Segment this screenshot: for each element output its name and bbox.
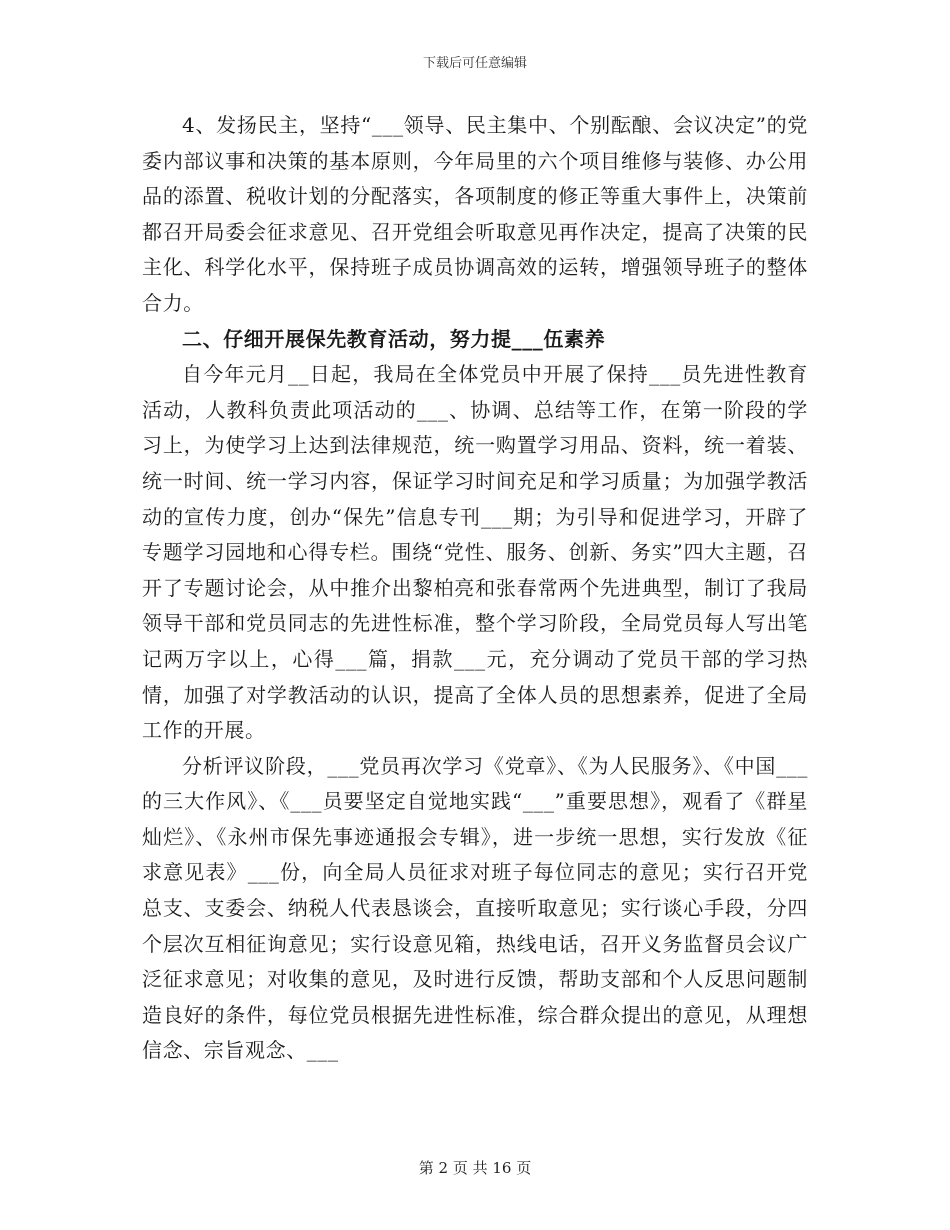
page-header-note: 下载后可任意编辑 <box>422 56 527 71</box>
document-body <box>142 108 808 1069</box>
paragraph-democracy: 4、发扬民主，坚持“___领导、民主集中、个别酝酿、会议决定”的党委内部议事和决策的基本原则，今年局里的六个项目维修与装修、办公用品的添置、税收计划的分配落实，各项制度的修正等重大事件上，决策前都召开局委会征求意见、召开党组会听取意见再作决定，提高了决策的民主化、科学化水平，保持班子成员协调高效的运转，增强领导班子的整体合力。 <box>142 113 808 315</box>
page-number-footer: 第 2 页 共 16 页 <box>418 1159 532 1177</box>
paragraph-analysis-stage: 分析评议阶段，___党员再次学习《党章》、《为人民服务》、《中国___的三大作风》、《___员要坚定自觉地实践“___”重要思想》，观看了《群星灿烂》、《永州市保先事迹通报会专辑》，进一步统一思想，实行发放《征求意见表》___份，向全局人员征求对班子每位同志的意见；实行召开党总支、支委会、纳税人代表恳谈会，直接听取意见；实行谈心手段，分四个层次互相征询意见；实行设意见箱，热线电话，召开义务监督员会议广泛征求意见；对收集的意见，及时进行反馈，帮助支部和个人反思问题制造良好的条件，每位党员根据先进性标准，综合群众提出的意见，从理想信念、宗旨观念、___ <box>142 753 808 1063</box>
section-heading-2: 二、仔细开展保先教育活动，努力提___伍素养 <box>182 326 606 351</box>
paragraph-education-activity: 自今年元月__日起，我局在全体党员中开展了保持___员先进性教育活动，人教科负责此项活动的___、协调、总结等工作，在第一阶段的学习上，为使学习上达到法律规范，统一购置学习用品、资料，统一着装、统一时间、统一学习内容，保证学习时间充足和学习质量；为加强学教活动的宣传力度，创办“保先”信息专刊___期；为引导和促进学习，开辟了专题学习园地和心得专栏。围绕“党性、服务、创新、务实”四大主题，召开了专题讨论会，从中推介出黎柏亮和张春常两个先进典型，制订了我局领导干部和党员同志的先进性标准，整个学习阶段，全局党员每人写出笔记两万字以上，心得___篇，捐款___元，充分调动了党员干部的学习热情，加强了对学教活动的认识，提高了全体人员的思想素养，促进了全局工作的开展。 <box>142 362 808 743</box>
